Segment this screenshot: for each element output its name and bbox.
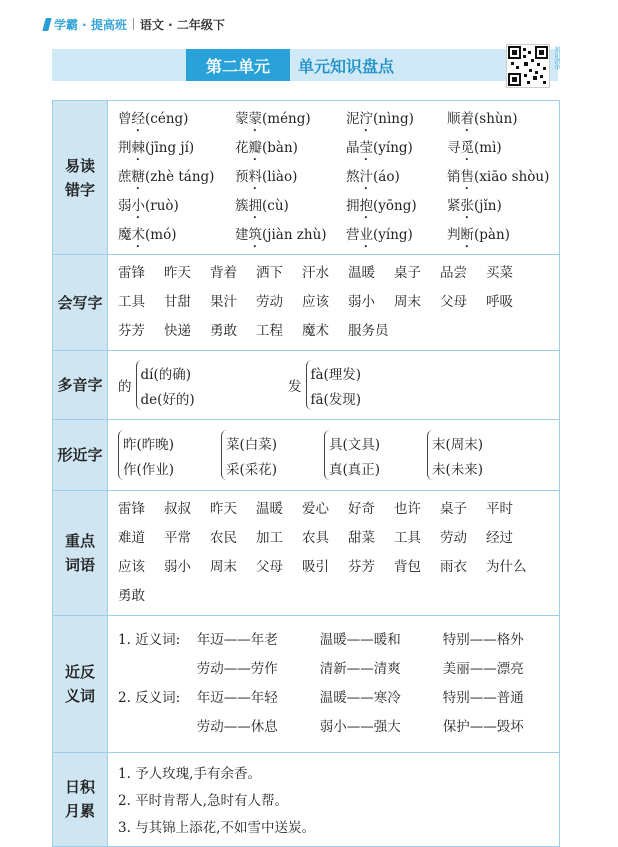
similar-shape-group bbox=[118, 430, 221, 480]
write-word: 买菜 bbox=[486, 265, 513, 281]
accumulate-content bbox=[108, 753, 560, 847]
key-word: 温暖 bbox=[256, 501, 283, 517]
word-pair: 年迈——年老 bbox=[196, 632, 278, 648]
knowledge-table bbox=[52, 100, 560, 847]
pinyin: (céng) bbox=[145, 111, 189, 127]
char: 营 bbox=[346, 227, 360, 243]
pinyin: (yōng) bbox=[373, 198, 417, 214]
pinyin: (yíng) bbox=[373, 227, 413, 243]
subject-label: 语文 · 二年级下 bbox=[139, 17, 225, 32]
pinyin-item bbox=[118, 134, 235, 163]
emphasized-char: 觅 bbox=[460, 140, 474, 156]
similar-shape-content bbox=[108, 420, 560, 491]
write-word: 呼吸 bbox=[486, 294, 513, 310]
word-pair: 美丽——漂亮 bbox=[442, 661, 524, 677]
pinyin: (mì) bbox=[474, 140, 502, 156]
polyphone-reading: de(好的) bbox=[140, 391, 195, 408]
char: 泥 bbox=[346, 111, 360, 127]
char: 晶 bbox=[346, 140, 360, 156]
similar-shape-group bbox=[221, 430, 324, 480]
write-word: 工程 bbox=[256, 323, 283, 339]
similar-shape-word: 采(采花) bbox=[226, 461, 278, 478]
label-accumulate: 日积 月累 bbox=[53, 753, 108, 847]
emphasized-char: 抱 bbox=[359, 198, 373, 214]
header-bar bbox=[44, 14, 225, 34]
pinyin: (liào) bbox=[262, 169, 298, 185]
qr-code[interactable] bbox=[506, 44, 550, 88]
word-pair: 年迈——年轻 bbox=[196, 690, 278, 706]
key-word: 平时 bbox=[486, 501, 513, 517]
pinyin: (méng) bbox=[262, 111, 311, 127]
easy-wrong-grid bbox=[118, 105, 551, 250]
emphasized-char: 糖 bbox=[131, 169, 145, 185]
write-word: 劳动 bbox=[256, 294, 283, 310]
syn-ant-heading bbox=[118, 713, 197, 742]
key-word: 工具 bbox=[394, 530, 421, 546]
word-pair: 特别——格外 bbox=[442, 632, 524, 648]
label-polyphone: 多音字 bbox=[53, 351, 108, 420]
word-pair: 弱小——强大 bbox=[319, 719, 401, 735]
pinyin: (jīng jí) bbox=[145, 140, 195, 156]
emphasized-char: 蒙 bbox=[248, 111, 262, 127]
syn-ant-list bbox=[118, 620, 551, 748]
write-word: 芬芳 bbox=[118, 323, 145, 339]
emphasized-char: 筑 bbox=[248, 227, 262, 243]
key-word: 父母 bbox=[256, 559, 283, 575]
label-key-words: 重点 词语 bbox=[53, 491, 108, 616]
pinyin: (mó) bbox=[145, 227, 177, 243]
write-word: 洒下 bbox=[256, 265, 283, 281]
word-pair: 保护——毁坏 bbox=[442, 719, 524, 735]
pinyin: (ruò) bbox=[145, 198, 179, 214]
polyphone-reading: fā(发现) bbox=[310, 391, 362, 408]
easy-wrong-content bbox=[108, 101, 560, 255]
key-word: 弱小 bbox=[164, 559, 191, 575]
emphasized-char: 经 bbox=[131, 111, 145, 127]
syn-ant-heading: 1. 近义词: bbox=[118, 632, 181, 648]
syn-ant-heading bbox=[118, 655, 197, 684]
polyphone-readings bbox=[306, 360, 362, 410]
pinyin: (pàn) bbox=[474, 227, 510, 243]
word-pair: 劳动——休息 bbox=[196, 719, 278, 735]
pinyin-item bbox=[447, 221, 577, 250]
pinyin-item bbox=[447, 163, 577, 192]
char: 弱 bbox=[118, 198, 132, 214]
word-pair: 清新——清爽 bbox=[319, 661, 401, 677]
pinyin: (bàn) bbox=[262, 140, 298, 156]
key-word: 也许 bbox=[394, 501, 421, 517]
key-word: 桌子 bbox=[440, 501, 467, 517]
char: 熬 bbox=[346, 169, 360, 185]
char: 蒙 bbox=[235, 111, 249, 127]
char: 寻 bbox=[447, 140, 461, 156]
pinyin-item bbox=[447, 192, 577, 221]
pinyin-item bbox=[346, 134, 447, 163]
emphasized-char: 业 bbox=[359, 227, 373, 243]
row-key-words bbox=[53, 491, 560, 616]
key-word: 农具 bbox=[302, 530, 329, 546]
label-similar-shape: 形近字 bbox=[53, 420, 108, 491]
similar-shape-wrap bbox=[118, 424, 551, 486]
qr-caption: 知识清单 bbox=[553, 46, 560, 70]
qr-code-icon bbox=[507, 45, 549, 87]
write-word: 勇敢 bbox=[210, 323, 237, 339]
brand bbox=[44, 16, 127, 33]
similar-shape-word: 末(周末) bbox=[432, 436, 484, 453]
key-word: 为什么 bbox=[486, 559, 527, 575]
write-word: 周末 bbox=[394, 294, 421, 310]
write-word: 弱小 bbox=[348, 294, 375, 310]
emphasized-char: 瓣 bbox=[248, 140, 262, 156]
pinyin-item bbox=[447, 105, 577, 134]
emphasized-char: 汁 bbox=[359, 169, 373, 185]
similar-shape-word: 未(未来) bbox=[432, 461, 484, 478]
row-polyphone bbox=[53, 351, 560, 420]
pinyin-item bbox=[235, 134, 346, 163]
pinyin: (nìng) bbox=[373, 111, 414, 127]
emphasized-char: 莹 bbox=[359, 140, 373, 156]
key-word: 昨天 bbox=[210, 501, 237, 517]
syn-ant-row bbox=[118, 713, 551, 742]
accumulate-line: 1. 予人玫瑰,手有余香。 bbox=[118, 766, 261, 782]
polyphone-group bbox=[288, 360, 361, 410]
syn-ant-heading: 2. 反义词: bbox=[118, 690, 181, 706]
pinyin-item bbox=[235, 163, 346, 192]
polyphone-wrap bbox=[118, 355, 551, 415]
write-word: 桌子 bbox=[394, 265, 421, 281]
pinyin-item bbox=[118, 163, 235, 192]
char: 荆 bbox=[118, 140, 132, 156]
key-word: 甜菜 bbox=[348, 530, 375, 546]
key-word: 叔叔 bbox=[164, 501, 191, 517]
write-word: 甘甜 bbox=[164, 294, 191, 310]
pinyin: (áo) bbox=[373, 169, 400, 185]
key-word: 应该 bbox=[118, 559, 145, 575]
key-word: 雷锋 bbox=[118, 501, 145, 517]
write-word: 品尝 bbox=[440, 265, 467, 281]
write-word: 魔术 bbox=[302, 323, 329, 339]
word-pair: 特别——普通 bbox=[442, 690, 524, 706]
char: 建 bbox=[235, 227, 249, 243]
emphasized-char: 术 bbox=[131, 227, 145, 243]
pinyin: (shùn) bbox=[474, 111, 518, 127]
brand-logo-icon bbox=[42, 18, 51, 31]
pinyin: (yíng) bbox=[373, 140, 413, 156]
word-pair: 温暖——暖和 bbox=[319, 632, 401, 648]
polyphone-char: 发 bbox=[288, 379, 302, 395]
row-easy-wrong bbox=[53, 101, 560, 255]
pinyin-item bbox=[346, 105, 447, 134]
write-word: 雷锋 bbox=[118, 265, 145, 281]
pinyin-item bbox=[118, 105, 235, 134]
char: 曾 bbox=[118, 111, 132, 127]
syn-ant-row bbox=[118, 684, 551, 713]
pinyin-item bbox=[235, 105, 346, 134]
char: 销 bbox=[447, 169, 461, 185]
char: 簇 bbox=[235, 198, 249, 214]
brand-text: 学霸 · 提高班 bbox=[54, 17, 127, 32]
similar-shape-word: 真(真正) bbox=[329, 461, 381, 478]
char: 花 bbox=[235, 140, 249, 156]
pinyin-item bbox=[346, 163, 447, 192]
pinyin: (jiàn zhù) bbox=[262, 227, 327, 243]
similar-shape-group bbox=[324, 430, 427, 480]
write-word: 父母 bbox=[440, 294, 467, 310]
similar-shape-word: 具(文具) bbox=[329, 436, 381, 453]
label-can-write: 会写字 bbox=[53, 255, 108, 351]
polyphone-char: 的 bbox=[118, 379, 132, 395]
word-pair: 温暖——寒冷 bbox=[319, 690, 401, 706]
similar-shape-word: 作(作业) bbox=[123, 461, 175, 478]
write-word: 温暖 bbox=[348, 265, 375, 281]
write-word: 背着 bbox=[210, 265, 237, 281]
emphasized-char: 断 bbox=[460, 227, 474, 243]
pinyin-item bbox=[346, 221, 447, 250]
similar-shape-word: 昨(昨晚) bbox=[123, 436, 175, 453]
char: 预 bbox=[235, 169, 249, 185]
key-word: 农民 bbox=[210, 530, 237, 546]
row-accumulate bbox=[53, 753, 560, 847]
can-write-content bbox=[108, 255, 560, 351]
emphasized-char: 料 bbox=[248, 169, 262, 185]
write-word: 快递 bbox=[164, 323, 191, 339]
emphasized-char: 棘 bbox=[131, 140, 145, 156]
syn-ant-row bbox=[118, 655, 551, 684]
char: 魔 bbox=[118, 227, 132, 243]
accumulate-list bbox=[118, 757, 551, 842]
accumulate-line: 2. 平时肯帮人,急时有人帮。 bbox=[118, 793, 288, 809]
emphasized-char: 售 bbox=[460, 169, 474, 185]
pinyin-item bbox=[118, 192, 235, 221]
syn-ant-row bbox=[118, 626, 551, 655]
unit-tab: 第二单元 bbox=[186, 49, 290, 81]
key-word: 爱心 bbox=[302, 501, 329, 517]
key-words-grid bbox=[118, 495, 551, 611]
emphasized-char: 泞 bbox=[359, 111, 373, 127]
key-word: 芬芳 bbox=[348, 559, 375, 575]
key-word: 背包 bbox=[394, 559, 421, 575]
label-easy-wrong: 易读 错字 bbox=[53, 101, 108, 255]
pinyin: (xiāo shòu) bbox=[474, 169, 550, 185]
key-word: 劳动 bbox=[440, 530, 467, 546]
pinyin-item bbox=[447, 134, 577, 163]
emphasized-char: 着 bbox=[460, 111, 474, 127]
char: 顺 bbox=[447, 111, 461, 127]
similar-shape-word: 菜(白菜) bbox=[226, 436, 278, 453]
syn-ant-content bbox=[108, 616, 560, 753]
key-word: 加工 bbox=[256, 530, 283, 546]
key-word: 吸引 bbox=[302, 559, 329, 575]
page-title: 单元知识盘点 bbox=[298, 56, 395, 76]
char: 判 bbox=[447, 227, 461, 243]
polyphone-readings bbox=[136, 360, 195, 410]
similar-shape-group bbox=[427, 430, 530, 480]
header-divider bbox=[133, 18, 134, 30]
pinyin: (cù) bbox=[262, 198, 289, 214]
accumulate-line: 3. 与其锦上添花,不如雪中送炭。 bbox=[118, 820, 315, 836]
polyphone-group bbox=[118, 360, 288, 410]
char: 拥 bbox=[346, 198, 360, 214]
write-word: 应该 bbox=[302, 294, 329, 310]
key-word: 勇敢 bbox=[118, 588, 145, 604]
write-word: 工具 bbox=[118, 294, 145, 310]
polyphone-reading: dí(的确) bbox=[140, 366, 191, 383]
write-word: 果汁 bbox=[210, 294, 237, 310]
write-word: 服务员 bbox=[348, 323, 389, 339]
key-word: 雨衣 bbox=[440, 559, 467, 575]
key-word: 周末 bbox=[210, 559, 237, 575]
emphasized-char: 拥 bbox=[248, 198, 262, 214]
emphasized-char: 小 bbox=[131, 198, 145, 214]
pinyin-item bbox=[118, 221, 235, 250]
write-word: 汗水 bbox=[302, 265, 329, 281]
polyphone-reading: fà(理发) bbox=[310, 366, 362, 383]
label-syn-ant: 近反 义词 bbox=[53, 616, 108, 753]
word-pair: 劳动——劳作 bbox=[196, 661, 278, 677]
key-word: 平常 bbox=[164, 530, 191, 546]
pinyin: (jǐn) bbox=[474, 198, 502, 214]
char: 紧 bbox=[447, 198, 461, 214]
emphasized-char: 张 bbox=[460, 198, 474, 214]
pinyin-item bbox=[346, 192, 447, 221]
key-words-content bbox=[108, 491, 560, 616]
row-can-write bbox=[53, 255, 560, 351]
row-similar-shape bbox=[53, 420, 560, 491]
pinyin-item bbox=[235, 192, 346, 221]
char: 蔗 bbox=[118, 169, 132, 185]
row-syn-ant bbox=[53, 616, 560, 753]
key-word: 经过 bbox=[486, 530, 513, 546]
key-word: 难道 bbox=[118, 530, 145, 546]
can-write-grid bbox=[118, 259, 551, 346]
pinyin: (zhè táng) bbox=[145, 169, 215, 185]
pinyin-item bbox=[235, 221, 346, 250]
key-word: 好奇 bbox=[348, 501, 375, 517]
polyphone-content bbox=[108, 351, 560, 420]
write-word: 昨天 bbox=[164, 265, 191, 281]
